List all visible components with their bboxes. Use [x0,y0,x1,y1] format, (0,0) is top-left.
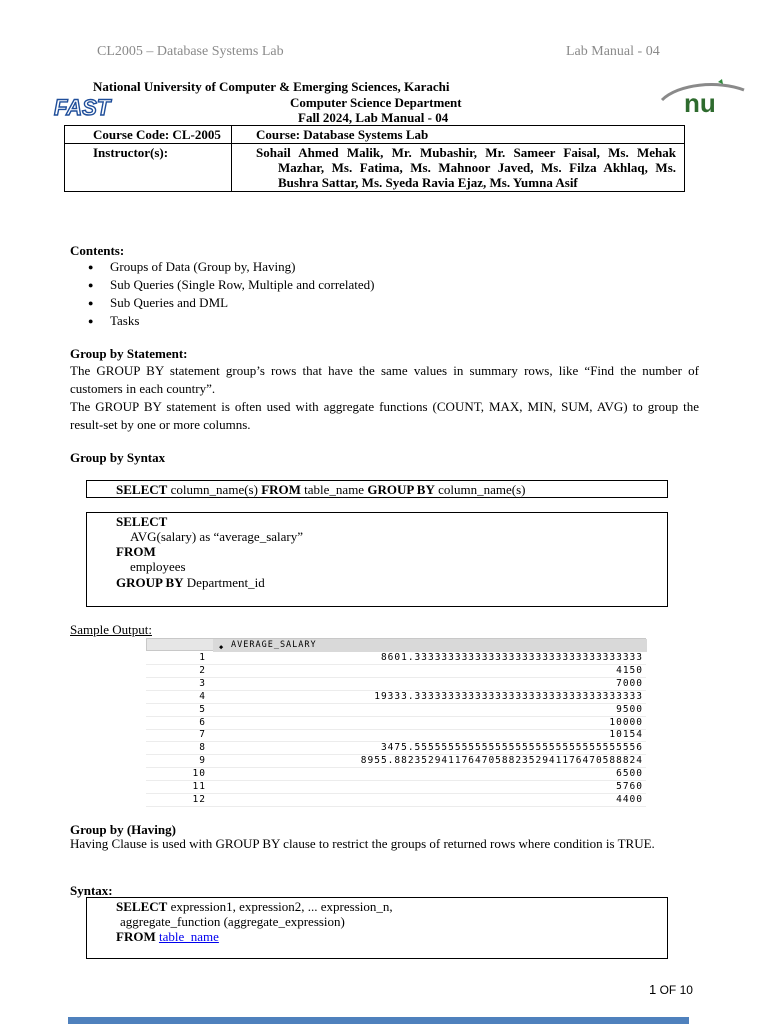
sample-output-label: Sample Output: [70,622,152,637]
average-salary-cell: 8955.8823529411764705882352941176470588824 [360,755,643,767]
example-groupby: GROUP BY Department_id [116,575,265,590]
group-by-syntax-box [86,480,668,498]
contents-item: ● Sub Queries (Single Row, Multiple and correlated) [70,276,375,294]
contents-item: ● Sub Queries and DML [70,294,375,312]
syntax-line: SELECT column_name(s) FROM table_name GROUP BY column_name(s) [116,482,526,497]
average-salary-cell: 19333.3333333333333333333333333333333333 [374,690,643,702]
having-select-line: SELECT expression1, expression2, ... expression_n, [116,899,393,914]
contents-list [70,258,375,330]
contents-item: ● Groups of Data (Group by, Having) [70,258,375,276]
group-by-heading: Group by Statement: [70,346,188,361]
row-number: 3 [199,677,206,689]
group-by-paragraph-2: The GROUP BY statement is often used with aggregate functions (COUNT, MAX, MIN, SUM, AVG) to group the result-set by one or more columns. [70,399,699,432]
average-salary-cell: 4150 [616,664,643,676]
row-number: 9 [199,755,206,767]
table-row[interactable] [146,780,646,794]
average-salary-cell: 6500 [616,768,643,780]
contents-item: ● Tasks [70,312,375,330]
average-salary-cell: 9500 [616,703,643,715]
instructor-names-cell: Sohail Ahmed Malik, Mr. Mubashir, Mr. Sameer Faisal, Ms. Mehak Mazhar, Ms. Fatima, Ms. Mahnoor Javed, Ms. Filza Akhlaq, Ms. Bushra Sattar, Ms. Syeda Ravia Ejaz, Ms. Yumna Asif [232,144,685,192]
header-course-title: CL2005 – Database Systems Lab [97,44,284,59]
example-select: SELECT [116,514,168,529]
contents-heading: Contents: [70,243,125,258]
row-number: 10 [192,768,206,780]
university-name: National University of Computer & Emerging Sciences, Karachi [93,79,450,94]
course-name-cell: Course: Database Systems Lab [232,126,685,144]
row-number: 5 [199,703,206,715]
having-paragraph: Having Clause is used with GROUP BY clause to restrict the groups of returned rows where condition is TRUE. [70,836,655,851]
having-heading: Group by (Having) [70,822,176,837]
average-salary-cell: 5760 [616,781,643,792]
nu-logo-text: nu [684,88,716,118]
column-header[interactable]: ◆ AVERAGE_SALARY [213,639,647,652]
table-row[interactable] [146,793,646,807]
average-salary-cell: 10154 [609,729,643,741]
row-number: 7 [199,729,206,741]
term-label: Fall 2024, Lab Manual - 04 [298,110,449,125]
row-number: 8 [199,742,206,754]
average-salary-cell: 10000 [609,716,643,728]
example-avg: AVG(salary) as “average_salary” [130,529,304,544]
average-salary-cell: 8601.3333333333333333333333333333333333 [380,652,643,663]
footer-bar [68,1017,689,1024]
row-number: 6 [199,716,206,728]
table-row[interactable] [146,690,646,704]
grid-header [146,638,646,651]
row-number: 11 [192,781,206,792]
example-table: employees [130,559,186,574]
nu-logo [658,78,748,116]
average-salary-cell: 7000 [616,677,643,689]
having-syntax-heading: Syntax: [70,883,113,898]
department-name: Computer Science Department [290,95,462,110]
row-number: 12 [192,793,206,805]
row-number: 4 [199,690,206,702]
average-salary-cell: 3475.5555555555555555555555555555555556 [380,742,643,754]
table-row[interactable] [146,767,646,781]
table-row[interactable] [146,703,646,717]
course-code-cell: Course Code: CL-2005 [65,126,232,144]
table-row[interactable] [146,664,646,678]
sample-output-grid [146,638,646,806]
header-manual-title: Lab Manual - 04 [566,44,660,59]
average-salary-cell: 4400 [616,793,643,805]
fast-logo [53,93,111,120]
example-from: FROM [116,544,156,559]
table-row[interactable] [146,741,646,755]
having-from-line: FROM table_name [116,929,219,944]
group-by-example-box [86,512,668,607]
table-row[interactable] [146,754,646,768]
group-by-syntax-heading: Group by Syntax [70,450,166,465]
group-by-paragraph-1: The GROUP BY statement group’s rows that have the same values in summary rows, like “Find the number of customers in each country”. [70,363,699,396]
table-row[interactable] [146,677,646,691]
table-row[interactable] [146,728,646,742]
table-row[interactable] [146,716,646,730]
having-syntax-box [86,897,668,959]
table-row[interactable] [146,651,646,665]
row-number: 1 [199,652,206,663]
fast-logo-text: FAST [54,95,111,120]
having-aggregate-line: aggregate_function (aggregate_expression) [120,914,345,929]
page-number: 1 OF 10 [649,982,693,997]
instructor-label-cell: Instructor(s): [65,144,232,192]
row-number: 2 [199,664,206,676]
sort-icon: ◆ [219,643,225,651]
table-name-link[interactable]: table_name [158,929,219,944]
course-info-table [64,125,685,192]
